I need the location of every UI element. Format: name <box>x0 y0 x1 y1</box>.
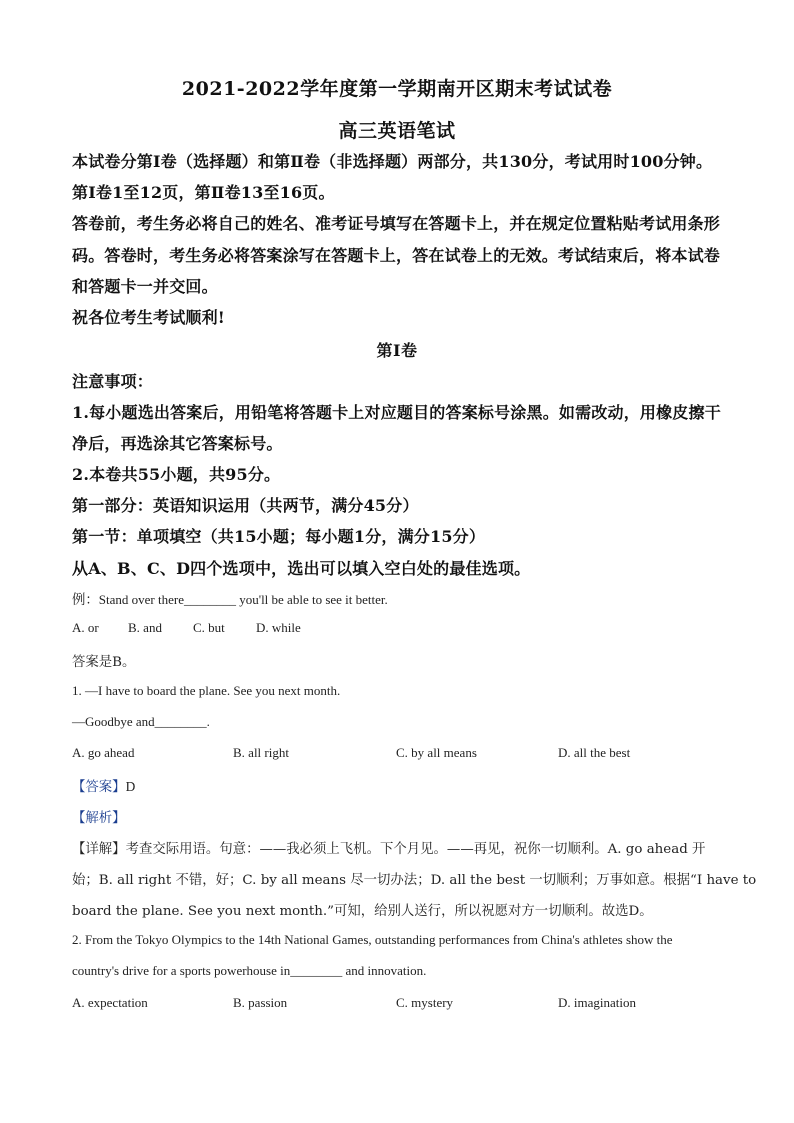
section-heading: 第一部分：英语知识运用（共两节，满分45分） <box>72 496 419 515</box>
q2-option-d: D. imagination <box>558 995 636 1010</box>
intro-line-5: 和答题卡一并交回。 <box>72 277 218 296</box>
example-text: Stand over there________ you'll be able to see it better. <box>98 592 388 607</box>
q1-detail-3: board the plane. See you next month.”可知，给别人送行，所以祝愿对方一切顺利。故选D。 <box>72 904 653 919</box>
q1-option-c: C. by all means <box>396 745 477 760</box>
intro-line-2: 第Ⅰ卷1至12页，第Ⅱ卷13至16页。 <box>72 183 335 202</box>
instruction-line: 从A、B、C、D四个选项中，选出可以填入空白处的最佳选项。 <box>72 559 531 578</box>
q1-detail-text-1: 考查交际用语。句意：——我必须上飞机。下个月见。——再见，祝你一切顺利。A. go ahead 开 <box>125 842 706 857</box>
example-option-c: C. but <box>193 620 225 635</box>
q1-option-d: D. all the best <box>558 745 631 760</box>
q2-stem-1: 2. From the Tokyo Olympics to the 14th National Games, outstanding performances from China's athletes show the <box>72 932 673 947</box>
note-1a: 1.每小题选出答案后，用铅笔将答题卡上对应题目的答案标号涂黑。如需改动，用橡皮擦干 <box>72 403 721 422</box>
intro-line-4: 码。答卷时，考生务必将答案涂写在答题卡上，答在试卷上的无效。考试结束后，将本试卷 <box>72 246 721 265</box>
q1-stem-2: —Goodbye and________. <box>72 714 210 729</box>
notes-title: 注意事项： <box>72 372 154 391</box>
q1-answer-value: D <box>125 779 136 794</box>
q1-detail-tag: 【详解】 <box>72 842 126 857</box>
subsection-heading: 第一节：单项填空（共15小题；每小题1分，满分15分） <box>72 527 486 546</box>
q2-stem-2: country's drive for a sports powerhouse in________ and innovation. <box>72 963 427 978</box>
q1-option-b: B. all right <box>233 745 289 760</box>
example-option-d: D. while <box>256 620 301 635</box>
intro-line-6: 祝各位考生考试顺利! <box>72 308 226 327</box>
q1-option-a: A. go ahead <box>72 745 135 760</box>
q2-option-b: B. passion <box>233 995 288 1010</box>
q1-detail-1 <box>72 838 705 857</box>
example-stem <box>72 589 388 608</box>
q1-detail-2: 始；B. all right 不错，好；C. by all means 尽一切办法；D. all the best 一切顺利；万事如意。根据“I have to <box>72 873 757 888</box>
example-option-b: B. and <box>128 620 162 635</box>
part1-title: 第Ⅰ卷 <box>376 341 418 360</box>
exam-subtitle: 高三英语笔试 <box>338 120 456 142</box>
example-label: 例： <box>72 592 99 607</box>
q1-answer-tag: 【答案】 <box>72 780 126 795</box>
note-1b: 净后，再选涂其它答案标号。 <box>72 434 283 453</box>
q2-option-a: A. expectation <box>72 995 148 1010</box>
q1-answer-line <box>72 776 135 795</box>
q2-option-c: C. mystery <box>396 995 454 1010</box>
q1-stem-1: 1. —I have to board the plane. See you next month. <box>72 683 341 698</box>
note-2: 2.本卷共55小题，共95分。 <box>72 465 281 484</box>
example-option-a: A. or <box>72 620 99 635</box>
intro-line-1: 本试卷分第Ⅰ卷（选择题）和第Ⅱ卷（非选择题）两部分，共130分，考试用时100分钟。 <box>72 152 713 171</box>
example-answer: 答案是B。 <box>72 655 136 670</box>
intro-line-3: 答卷前，考生务必将自己的姓名、准考证号填写在答题卡上，并在规定位置粘贴考试用条形 <box>72 214 721 233</box>
exam-title: 2021-2022学年度第一学期南开区期末考试试卷 <box>181 78 613 100</box>
q1-analysis-tag: 【解析】 <box>72 811 126 826</box>
